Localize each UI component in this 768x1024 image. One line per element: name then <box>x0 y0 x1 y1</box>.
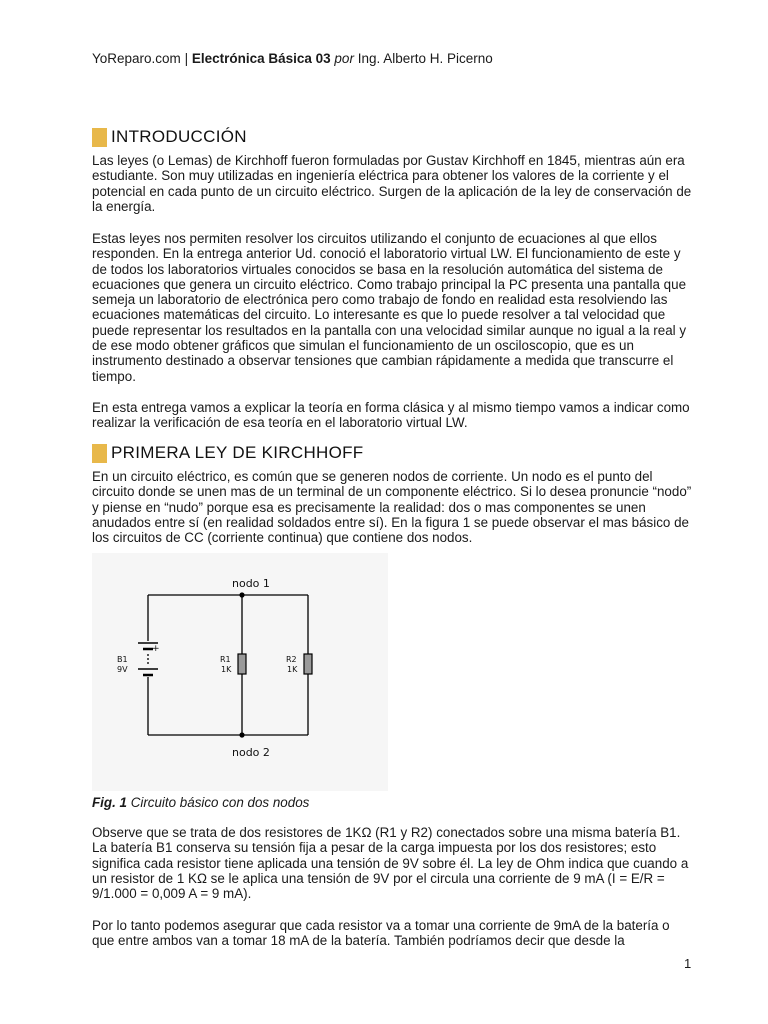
r1-name-label: R1 <box>220 655 231 664</box>
caption-text: Circuito básico con dos nodos <box>126 795 310 810</box>
paragraph: En un circuito eléctrico, es común que se generen nodos de corriente. Un nodo es el punto del circuito donde se unen mas de un terminal de un componente eléctrico. Si lo desea pronuncie “nodo” y piense en “nudo” porque esa es precisamente la realidad: dos o mas componentes se unen anudados entre sí (en realidad soldados entre sí). En la figura 1 se puede observar el mas básico de los circuitos de CC (corriente continua) que contiene dos nodos. <box>92 469 692 546</box>
section-title: INTRODUCCIÓN <box>111 127 247 146</box>
paragraph: Las leyes (o Lemas) de Kirchhoff fueron formuladas por Gustav Kirchhoff en 1845, mientras aún era estudiante. Son muy utilizadas en ingeniería eléctrica para obtener los valores de la corriente y el potencial en cada punto de un circuito eléctrico. Surgen de la aplicación de la ley de conservación de la energía. <box>92 153 692 214</box>
battery-name-label: B1 <box>117 655 128 664</box>
r2-value-label: 1K <box>287 665 298 674</box>
r2-name-label: R2 <box>286 655 297 664</box>
heading-marker-icon <box>92 128 107 147</box>
figure-caption <box>92 795 309 811</box>
resistor-r2 <box>304 654 312 674</box>
caption-label: Fig. 1 <box>92 795 127 810</box>
header-por: por <box>330 51 358 66</box>
author-name: Ing. Alberto H. Picerno <box>357 51 493 66</box>
node-dot-2 <box>239 732 244 737</box>
r1-value-label: 1K <box>221 665 232 674</box>
paragraph: Estas leyes nos permiten resolver los circuitos utilizando el conjunto de ecuaciones al que ellos responden. En la entrega anterior Ud. conoció el laboratorio virtual LW. El funcionamiento de este y de todos los laboratorios virtuales conocidos se basa en la resolución automática del sistema de ecuaciones que genera un circuito eléctrico. Como trabajo principal la PC presenta una pantalla que semeja un laboratorio de electrónica pero como trabajo de fondo en realidad esta resolviendo las ecuaciones matemáticas del circuito. Lo interesante es que lo puede resolver a tal velocidad que puede representar los resultados en la pantalla con una velocidad similar aunque no igual a la real y de ese modo obtener gráficos que simulan el funcionamiento de un osciloscopio, que es un instrumento destinado a observar tensiones que cambian rápidamente a medida que transcurre el tiempo. <box>92 231 687 384</box>
site-name: YoReparo.com <box>92 51 181 66</box>
node-2-label: nodo 2 <box>232 746 270 759</box>
page-header <box>92 50 493 68</box>
battery-value-label: 9V <box>117 665 128 674</box>
course-title: Electrónica Básica 03 <box>191 51 331 66</box>
node-dot-1 <box>239 592 244 597</box>
section-title: PRIMERA LEY DE KIRCHHOFF <box>111 443 364 462</box>
heading-marker-icon <box>92 444 107 463</box>
battery-plus-label: + <box>152 644 160 654</box>
page-number: 1 <box>684 956 692 971</box>
header-separator: | <box>180 51 192 66</box>
section-heading-primera-ley <box>92 443 364 463</box>
paragraph: Por lo tanto podemos asegurar que cada resistor va a tomar una corriente de 9mA de la batería o que entre ambos van a tomar 18 mA de la batería. También podríamos decir que desde la <box>92 918 670 949</box>
circuit-figure <box>92 553 388 791</box>
paragraph: En esta entrega vamos a explicar la teoría en forma clásica y al mismo tiempo vamos a indicar como realizar la verificación de esa teoría en el laboratorio virtual LW. <box>92 400 690 431</box>
circuit-diagram <box>92 553 388 791</box>
paragraph: Observe que se trata de dos resistores de 1KΩ (R1 y R2) conectados sobre una misma batería B1. La batería B1 conserva su tensión fija a pesar de la carga impuesta por los dos resistores; esto significa cada resistor tiene aplicada una tensión de 9V sobre él. La ley de Ohm indica que cuando a un resistor de 1 KΩ se le aplica una tensión de 9V por el circula una corriente de 9 mA (I = E/R = 9/1.000 = 0,009 A = 9 mA). <box>92 825 689 902</box>
node-1-label: nodo 1 <box>232 577 270 590</box>
resistor-r1 <box>238 654 246 674</box>
section-heading-introduccion <box>92 127 247 147</box>
